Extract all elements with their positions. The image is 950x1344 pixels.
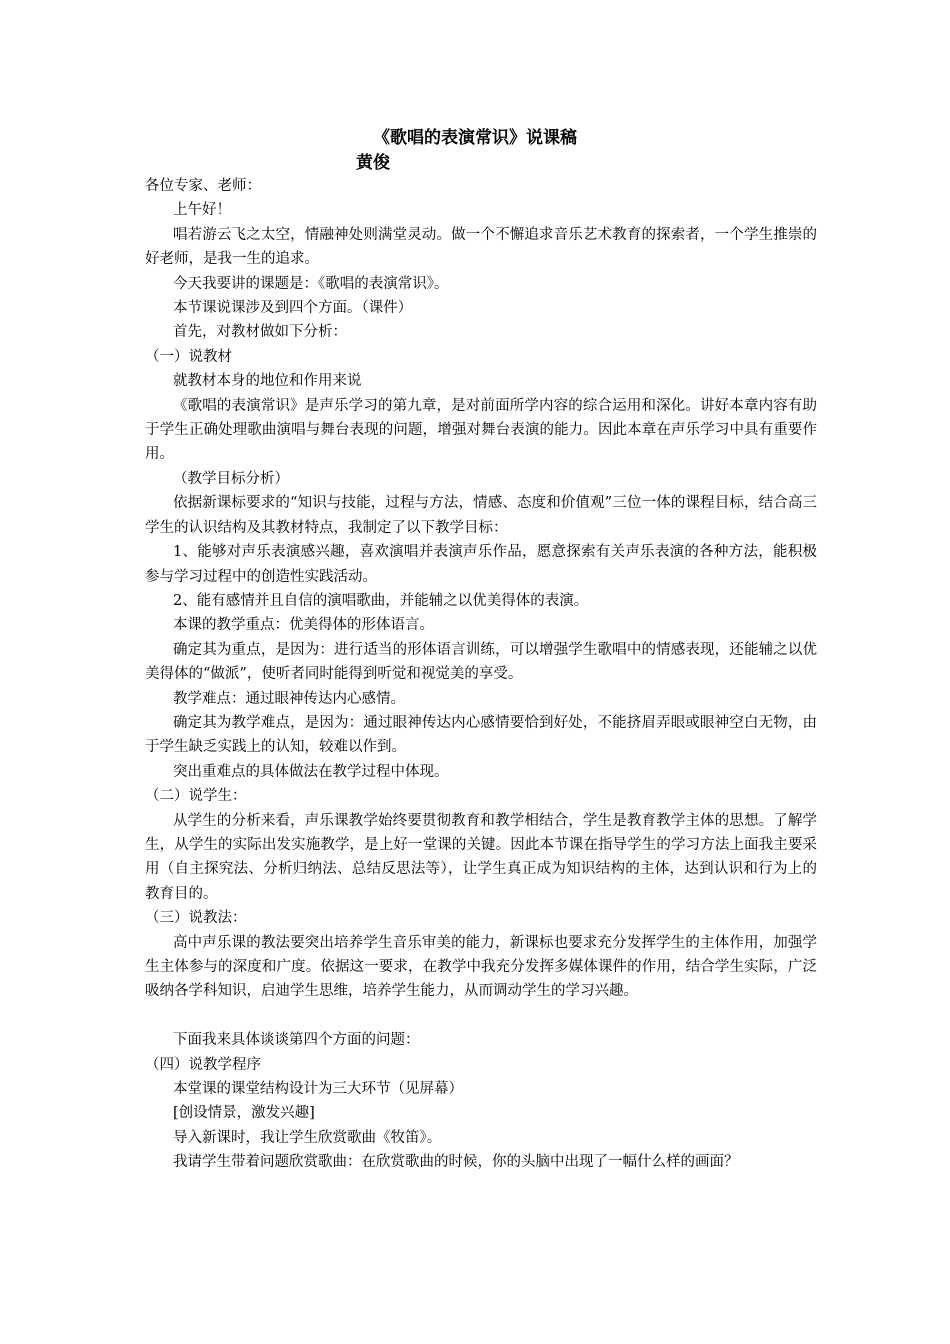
paragraph: 依据新课标要求的“知识与技能，过程与方法，情感、态度和价值观”三位一体的课程目标，结合高三学生的认识结构及其教材特点，我制定了以下教学目标： [145,495,817,536]
section-heading-3: （三）说教法： [145,910,247,927]
paragraph: 就教材本身的地位和作用来说 [173,373,362,390]
topic-line: 今天我要讲的课题是：《歌唱的表演常识》。 [173,275,449,292]
objective-2: 2、能有感情并且自信的演唱歌曲，并能辅之以优美得体的表演。 [173,592,589,609]
greeting: 上午好！ [173,202,231,219]
paragraph: 导入新课时，我让学生欣赏歌曲《牧笛》。 [173,1129,442,1146]
blank-line [145,1004,817,1028]
salutation: 各位专家、老师： [145,178,261,194]
key-point: 本课的教学重点：优美得体的形体语言。 [173,617,434,634]
subheading-objectives: （教学目标分析） [173,470,289,487]
document-title: 《歌唱的表演常识》说课稿 [373,128,577,148]
paragraph: 我请学生带着问题欣赏歌曲：在欣赏歌曲的时候，你的头脑中出现了一幅什么样的画面？ [173,1154,739,1171]
opening-paragraph: 唱若游云飞之太空，情融神处则满堂灵动。做一个不懈追求音乐艺术教育的探索者，一个学生推崇的好老师，是我一生的追求。 [145,226,817,268]
paragraph: 下面我来具体谈谈第四个方面的问题： [173,1032,420,1049]
document-body [145,174,817,1175]
paragraph: 确定其为教学难点，是因为：通过眼神传达内心感情要恰到好处，不能挤眉弄眼或眼神空白无物，由于学生缺乏实践上的认知，较难以作到。 [145,714,817,756]
section-heading-2: （二）说学生： [145,788,247,805]
section-heading-1: （一）说教材 [145,348,232,365]
difficulty: 教学难点：通过眼神传达内心感情。 [173,690,405,707]
overview-line: 本节课说课涉及到四个方面。（课件） [173,300,413,317]
paragraph: 突出重难点的具体做法在教学过程中体现。 [173,763,449,780]
paragraph: 确定其为重点，是因为：进行适当的形体语言训练，可以增强学生歌唱中的情感表现，还能辅之以优美得体的“做派”，使听者同时能得到听觉和视觉美的享受。 [145,641,817,683]
objective-1: 1、能够对声乐表演感兴趣，喜欢演唱并表演声乐作品，愿意探索有关声乐表演的各种方法，能积极参与学习过程中的创造性实践活动。 [145,544,817,585]
section-heading-4: （四）说教学程序 [145,1056,261,1073]
paragraph: 本堂课的课堂结构设计为三大环节（见屏幕） [173,1081,463,1098]
stage-heading: [创设情景，激发兴趣] [173,1105,315,1122]
analysis-intro: 首先，对教材做如下分析： [173,324,347,341]
document-author: 黄俊 [356,153,390,173]
paragraph: 高中声乐课的教法要突出培养学生音乐审美的能力，新课标也要求充分发挥学生的主体作用，加强学生主体参与的深度和广度。依据这一要求，在教学中我充分发挥多媒体课件的作用，结合学生实际，广泛吸纳各学科知识，启迪学生思维，培养学生能力，从而调动学生的学习兴趣。 [145,934,817,1000]
paragraph: 从学生的分析来看，声乐课教学始终要贯彻教育和教学相结合，学生是教育教学主体的思想。了解学生，从学生的实际出发实施教学，是上好一堂课的关键。因此本节课在指导学生的学习方法上面我主要采用（自主探究法、分析归纳法、总结反思法等），让学生真正成为知识结构的主体，达到认识和行为上的教育目的。 [145,812,817,902]
paragraph: 《歌唱的表演常识》是声乐学习的第九章，是对前面所学内容的综合运用和深化。讲好本章内容有助于学生正确处理歌曲演唱与舞台表现的问题，增强对舞台表演的能力。因此本章在声乐学习中具有重要作用。 [145,397,817,463]
